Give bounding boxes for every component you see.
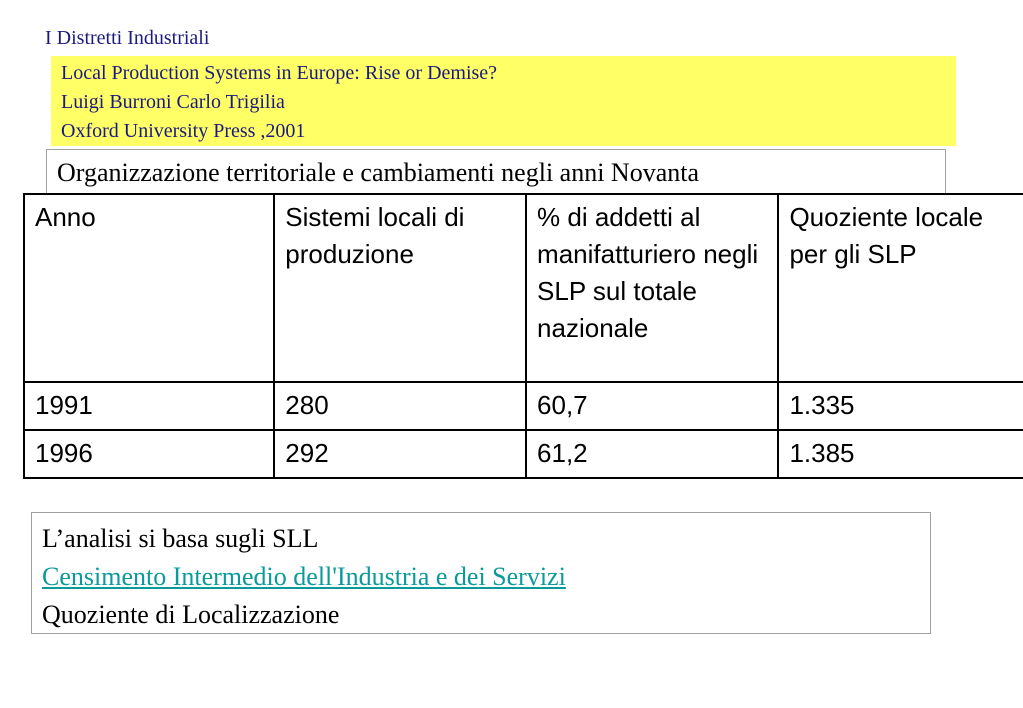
notes-line-analysis: L’analisi si basa sugli SLL xyxy=(42,524,319,553)
column-header-quoziente: Quoziente locale per gli SLP xyxy=(778,194,1023,382)
reference-box xyxy=(51,56,956,146)
data-table xyxy=(23,193,1023,479)
table-cell: 61,2 xyxy=(526,430,778,478)
table-cell: 1.335 xyxy=(778,382,1023,430)
notes-line-quoziente: Quoziente di Localizzazione xyxy=(42,600,340,629)
reference-publisher: Oxford University Press ,2001 xyxy=(61,120,306,142)
reference-authors: Luigi Burroni Carlo Trigilia xyxy=(61,91,285,113)
table-row xyxy=(24,430,1023,478)
table-cell: 1991 xyxy=(24,382,274,430)
column-header-percent-addetti: % di addetti al manifatturiero negli SLP sul totale nazionale xyxy=(526,194,778,382)
table-cell: 292 xyxy=(274,430,526,478)
column-header-anno: Anno xyxy=(24,194,274,382)
table-caption: Organizzazione territoriale e cambiamenti negli anni Novanta xyxy=(46,149,946,195)
page-title: I Distretti Industriali xyxy=(45,27,210,49)
table-cell: 280 xyxy=(274,382,526,430)
table-cell: 1.385 xyxy=(778,430,1023,478)
table-row xyxy=(24,382,1023,430)
table-cell: 60,7 xyxy=(526,382,778,430)
table-cell: 1996 xyxy=(24,430,274,478)
column-header-sistemi-locali: Sistemi locali di produzione xyxy=(274,194,526,382)
notes-box xyxy=(31,512,931,634)
reference-book-title: Local Production Systems in Europe: Rise or Demise? xyxy=(61,62,498,84)
censimento-link[interactable]: Censimento Intermedio dell'Industria e dei Servizi xyxy=(42,562,566,591)
table-header-row xyxy=(24,194,1023,382)
